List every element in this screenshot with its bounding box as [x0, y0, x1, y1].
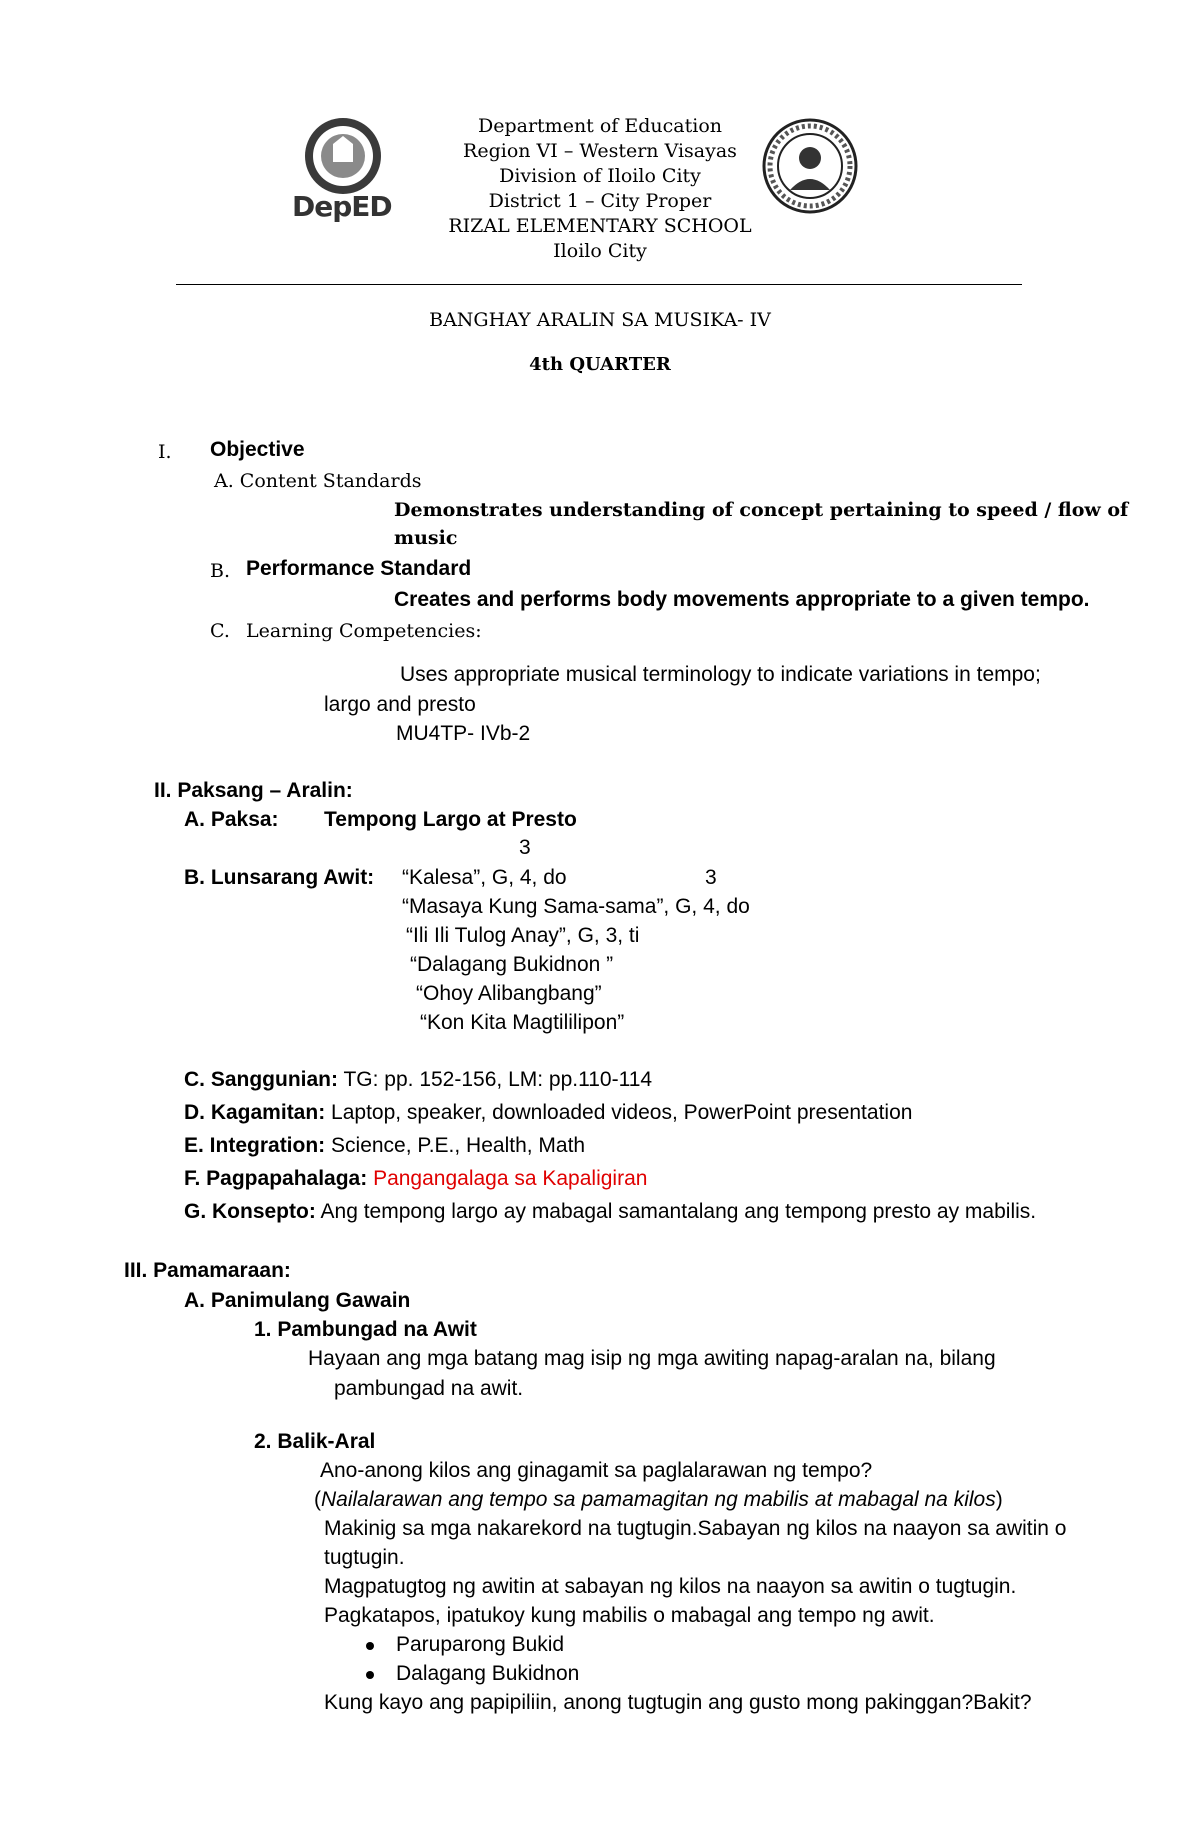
- song-item: “Ohoy Alibangbang”: [416, 982, 602, 1005]
- song-item: “Kon Kita Magtililipon”: [420, 1011, 625, 1034]
- time-signature-top: 3: [519, 836, 531, 859]
- performance-standard-num: B.: [210, 560, 231, 582]
- song-item: “Dalagang Bukidnon ”: [410, 953, 614, 976]
- integration-label: E. Integration:: [184, 1134, 326, 1157]
- balik-aral-answer: Nailalarawan ang tempo sa pamamagitan ng mabilis at mabagal na kilos: [321, 1488, 996, 1511]
- pagpapahalaga-line: [184, 1167, 647, 1191]
- performance-standard-text: Creates and performs body movements appropriate to a given tempo.: [394, 588, 1090, 611]
- answer-open-paren: (: [314, 1488, 321, 1511]
- integration-value: Science, P.E., Health, Math: [331, 1134, 586, 1157]
- paksa-label: A. Paksa:: [184, 808, 279, 831]
- header-department: Department of Education: [478, 115, 722, 137]
- konsepto-line: [184, 1200, 1036, 1224]
- balik-aral-line-1: Makinig sa mga nakarekord na tugtugin.Sabayan ng kilos na naayon sa awitin o: [324, 1517, 1067, 1540]
- learning-competencies-code: MU4TP- IVb-2: [396, 722, 531, 745]
- learning-competencies-num: C.: [210, 620, 230, 642]
- kagamitan-value: Laptop, speaker, downloaded videos, PowerPoint presentation: [331, 1101, 913, 1124]
- time-signature-bottom: 3: [705, 866, 717, 889]
- balik-aral-line-2: tugtugin.: [324, 1546, 405, 1569]
- section3-heading: III. Pamamaraan:: [124, 1259, 291, 1282]
- pambungad-text-1: Hayaan ang mga batang mag isip ng mga awiting napag-aralan na, bilang: [308, 1347, 996, 1370]
- panimulang-gawain-label: A. Panimulang Gawain: [184, 1289, 411, 1312]
- document-title: BANGHAY ARALIN SA MUSIKA- IV: [429, 309, 771, 331]
- song-item: “Kalesa”, G, 4, do: [402, 866, 567, 889]
- section1-number: I.: [158, 441, 172, 463]
- content-standards-text-1: Demonstrates understanding of concept pertaining to speed / flow of: [394, 499, 1129, 521]
- bullet-dot-icon: [366, 1671, 374, 1679]
- song-item: “Masaya Kung Sama-sama”, G, 4, do: [402, 895, 750, 918]
- integration-line: [184, 1134, 585, 1158]
- header-region: Region VI – Western Visayas: [463, 140, 737, 162]
- konsepto-label: G. Konsepto:: [184, 1200, 316, 1223]
- balik-aral-line-4: Pagkatapos, ipatukoy kung mabilis o mabagal ang tempo ng awit.: [324, 1604, 935, 1627]
- balik-aral-line-3: Magpatugtog ng awitin at sabayan ng kilos na naayon sa awitin o tugtugin.: [324, 1575, 1017, 1598]
- sanggunian-value: TG: pp. 152-156, LM: pp.110-114: [343, 1068, 653, 1091]
- header-division: Division of Iloilo City: [499, 165, 701, 187]
- sanggunian-label: C. Sanggunian:: [184, 1068, 338, 1091]
- balik-aral-question: Ano-anong kilos ang ginagamit sa paglalarawan ng tempo?: [320, 1459, 873, 1482]
- pambungad-label: 1. Pambungad na Awit: [254, 1318, 477, 1341]
- learning-competencies-text-2: largo and presto: [324, 693, 476, 716]
- section2-heading: II. Paksang – Aralin:: [154, 779, 353, 802]
- balik-aral-last-question: Kung kayo ang papipiliin, anong tugtugin ang gusto mong pakinggan?Bakit?: [324, 1691, 1032, 1714]
- balik-aral-label: 2. Balik-Aral: [254, 1430, 376, 1453]
- learning-competencies-text-1: Uses appropriate musical terminology to indicate variations in tempo;: [400, 663, 1041, 686]
- pambungad-text-2: pambungad na awit.: [334, 1377, 524, 1400]
- header-school: RIZAL ELEMENTARY SCHOOL: [448, 215, 752, 237]
- answer-close-paren: ): [995, 1488, 1003, 1511]
- pagpapahalaga-value: Pangangalaga sa Kapaligiran: [373, 1167, 648, 1190]
- konsepto-value: Ang tempong largo ay mabagal samantalang ang tempong presto ay mabilis.: [320, 1200, 1037, 1223]
- bullet-item: Dalagang Bukidnon: [396, 1662, 580, 1685]
- bullet-dot-icon: [366, 1642, 374, 1650]
- header-district: District 1 – City Proper: [488, 190, 712, 212]
- pagpapahalaga-label: F. Pagpapahalaga:: [184, 1167, 368, 1190]
- paksa-value: Tempong Largo at Presto: [324, 808, 577, 831]
- performance-standard-label: Performance Standard: [246, 557, 472, 580]
- section1-heading: Objective: [210, 438, 305, 461]
- song-item: “Ili Ili Tulog Anay”, G, 3, ti: [406, 924, 640, 947]
- header-city: Iloilo City: [553, 240, 647, 262]
- quarter-label: 4th QUARTER: [529, 354, 671, 375]
- kagamitan-label: D. Kagamitan:: [184, 1101, 326, 1124]
- sanggunian-line: [184, 1068, 652, 1092]
- kagamitan-line: [184, 1101, 912, 1125]
- learning-competencies-label: Learning Competencies:: [246, 620, 482, 642]
- content-standards-label: A. Content Standards: [214, 470, 422, 492]
- content-standards-text-2: music: [394, 527, 458, 549]
- lunsarang-awit-label: B. Lunsarang Awit:: [184, 866, 375, 889]
- deped-logo-text: DepED: [292, 190, 392, 223]
- header-divider: [176, 284, 1022, 285]
- bullet-item: Paruparong Bukid: [396, 1633, 565, 1656]
- balik-aral-answer-line: [314, 1488, 1003, 1512]
